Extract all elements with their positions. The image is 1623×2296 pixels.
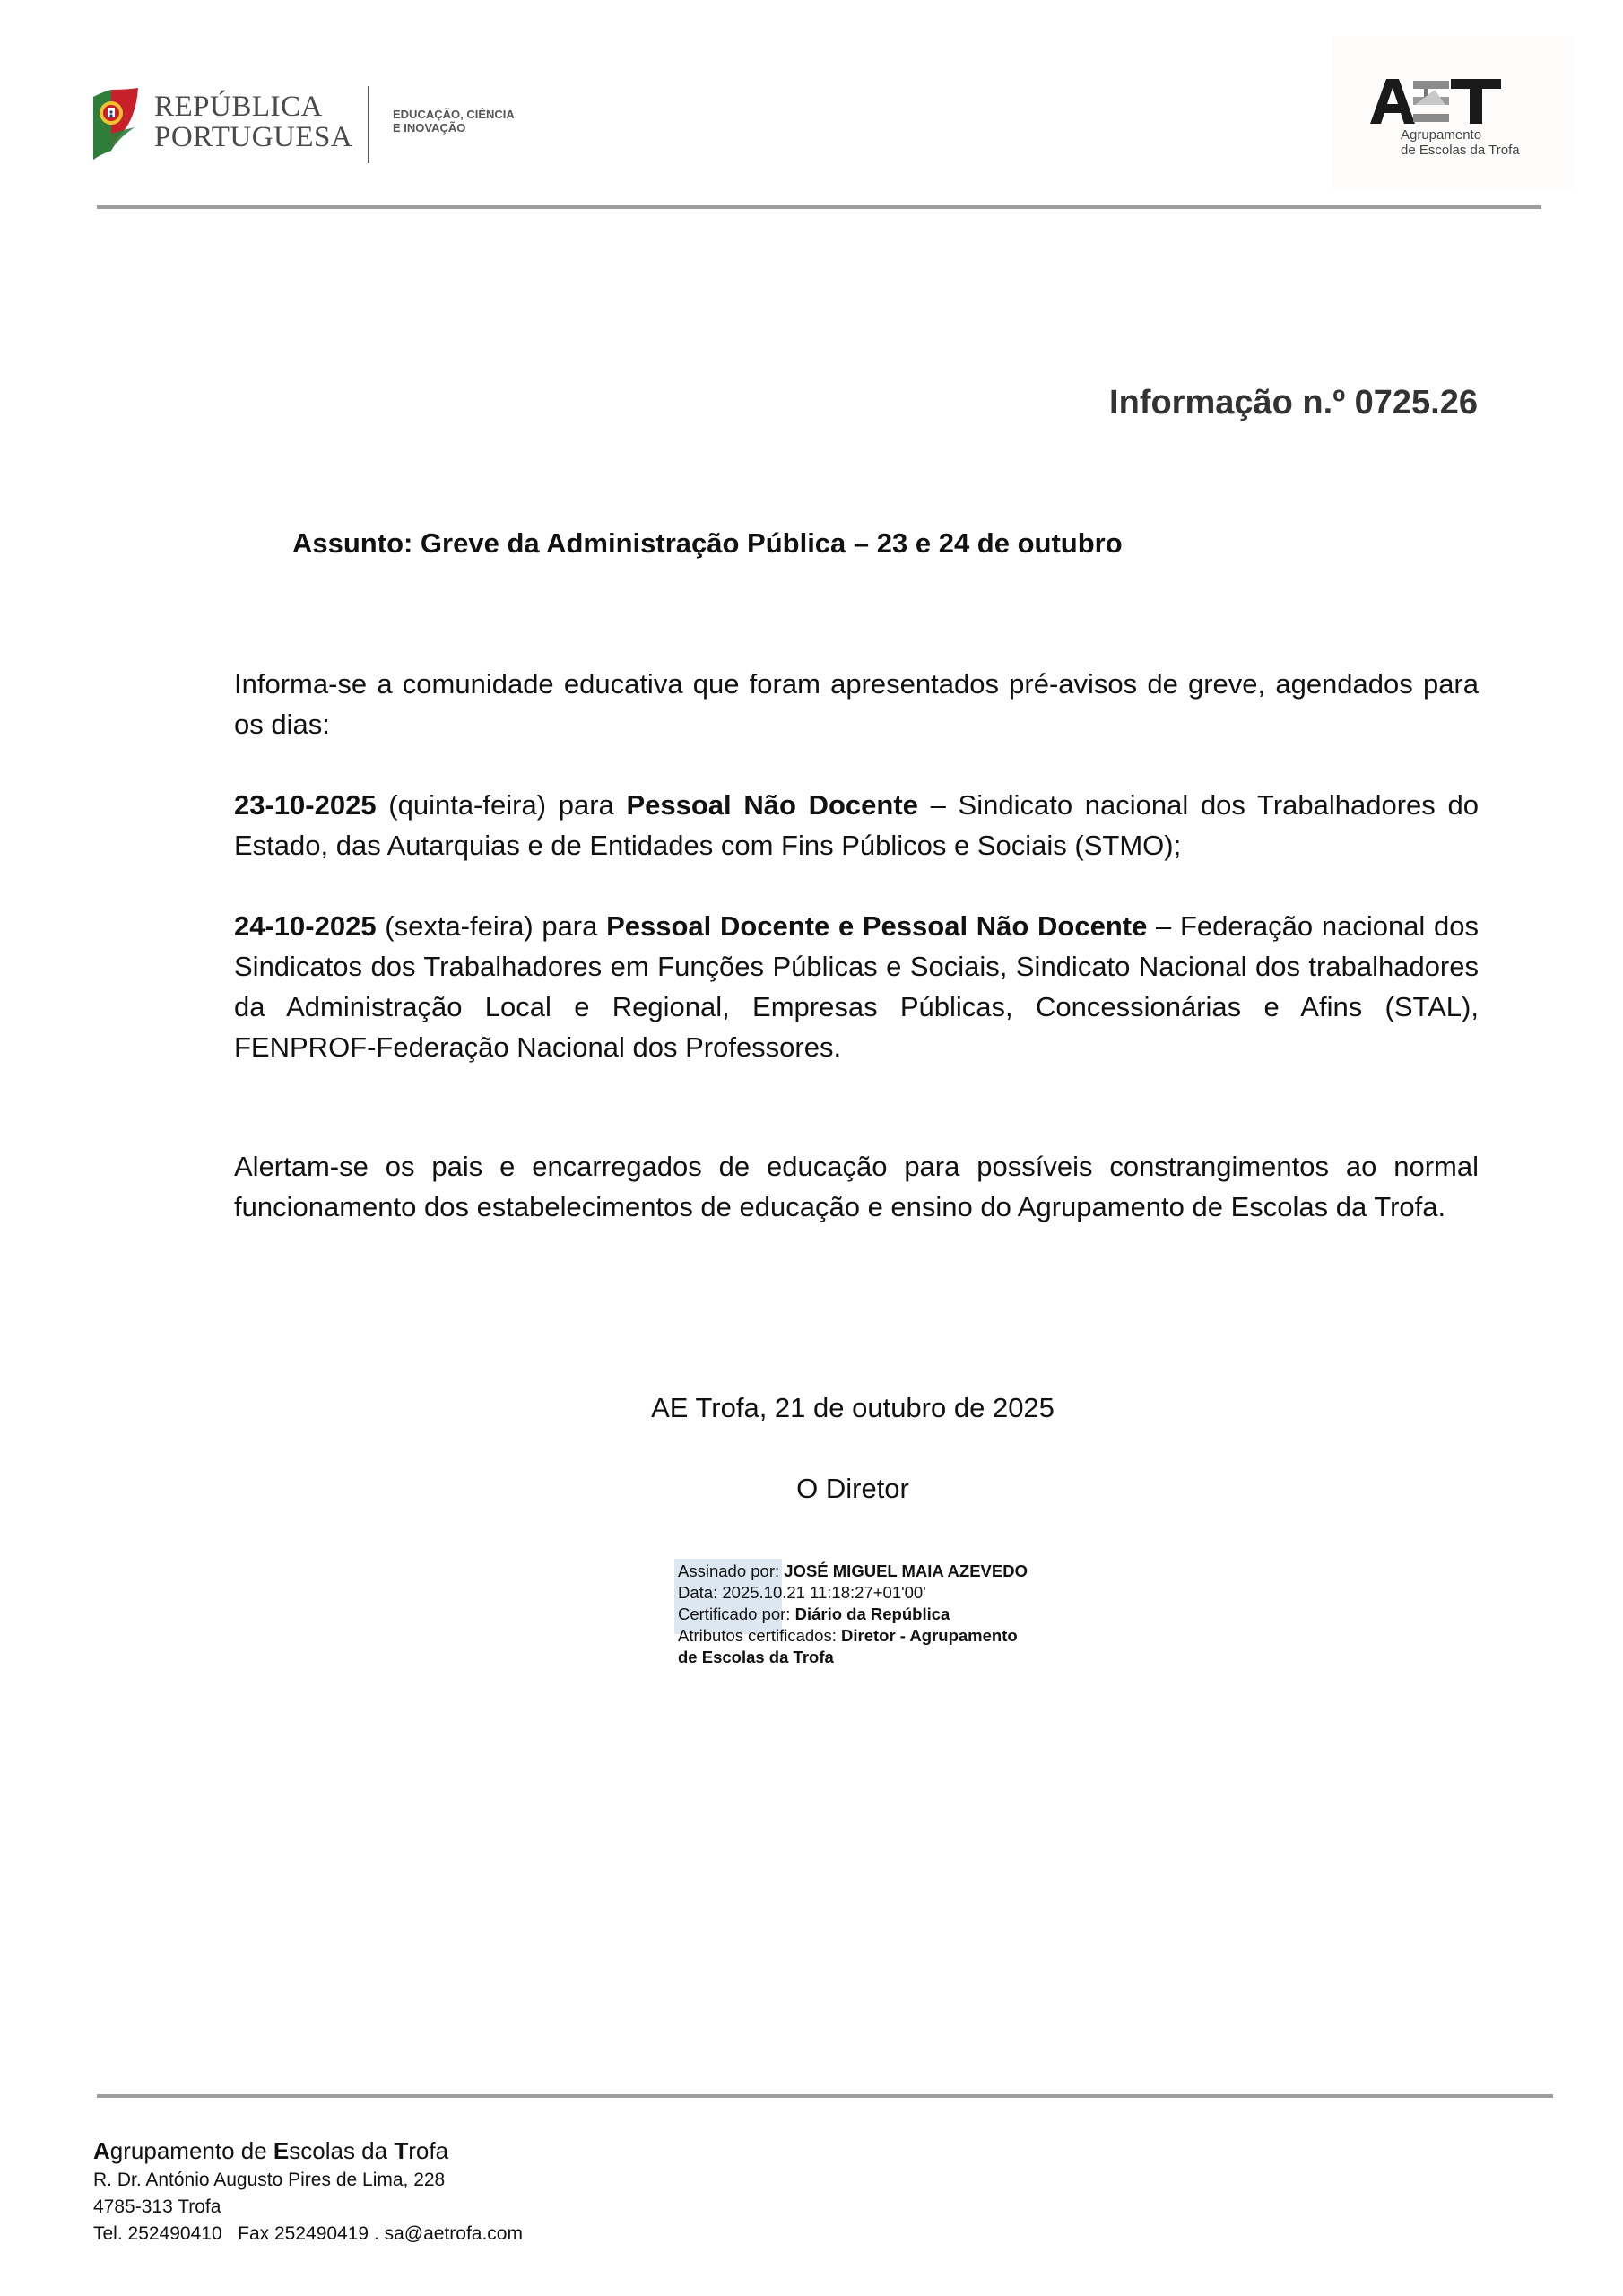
document-title: Informação n.º 0725.26: [1109, 384, 1478, 422]
republic-name-line2: PORTUGUESA: [154, 121, 353, 153]
school-logo-sub-line1: Agrupamento: [1401, 127, 1482, 143]
attributes-label: Atributos certificados:: [678, 1626, 841, 1645]
republica-portuguesa-emblem-icon: [88, 88, 142, 161]
ministry-line2: E INOVAÇÃO: [393, 121, 466, 135]
org-part3: rofa: [408, 2137, 449, 2164]
certified-by-label: Certificado por:: [678, 1605, 795, 1623]
digital-signature: [678, 1561, 1028, 1668]
signature-date-value: 2025.10.21 11:18:27+01'00': [722, 1583, 926, 1602]
footer-organization: [93, 2135, 523, 2167]
footer-contacts: Tel. 252490410 Fax 252490419 . sa@aetrofa.com: [93, 2223, 523, 2244]
ministry-name: [393, 108, 515, 135]
ministry-line1: EDUCAÇÃO, CIÊNCIA: [393, 108, 515, 121]
strike-details: – Sindicato nacional dos Trabalhadores do Estado, das Autarquias e de Entidades com Fins Públicos e Sociais (STMO);: [234, 789, 1479, 861]
school-logo-sub-line2: de Escolas da Trofa: [1401, 143, 1520, 158]
footer-address: R. Dr. António Augusto Pires de Lima, 228: [93, 2170, 446, 2190]
footer: [93, 2135, 523, 2248]
attributes-value-line2: de Escolas da Trofa: [678, 1648, 834, 1666]
strike-staff: Pessoal Não Docente: [626, 789, 918, 821]
strike-item: [234, 785, 1479, 865]
strike-date: 24-10-2025: [234, 910, 377, 942]
signed-by-value: JOSÉ MIGUEL MAIA AZEVEDO: [784, 1561, 1028, 1580]
place-date: AE Trofa, 21 de outubro de 2025: [651, 1392, 1055, 1423]
aet-school-logo-icon: [1370, 79, 1505, 124]
republica-portuguesa-name: [154, 91, 352, 152]
org-initial-t: T: [394, 2137, 409, 2164]
alert-paragraph: Alertam-se os pais e encarregados de educação para possíveis constrangimentos ao normal funcionamento dos estabelecimentos de educação e ensino do Agrupamento de Escolas da Trofa.: [234, 1151, 1479, 1222]
header-divider: [368, 86, 369, 163]
strike-staff: Pessoal Docente e Pessoal Não Docente: [606, 910, 1148, 942]
document-subject: Assunto: Greve da Administração Pública – 23 e 24 de outubro: [292, 527, 1123, 559]
intro-paragraph: Informa-se a comunidade educativa que foram apresentados pré-avisos de greve, agendados para os dias:: [234, 668, 1479, 740]
footer-rule: [97, 2094, 1553, 2098]
org-part1: grupamento de: [109, 2137, 273, 2164]
strike-details: – Federação nacional dos Sindicatos dos Trabalhadores em Funções Públicas e Sociais, Sindicato Nacional dos trabalhadores da Administração Local e Regional, Empresas Públicas, Concessionárias e Afins (STAL), FENPROF-Federação Nacional dos Professores.: [234, 910, 1479, 1063]
org-initial-a: A: [93, 2137, 110, 2164]
certified-by-value: Diário da República: [794, 1605, 950, 1623]
school-logo-subtitle: [1401, 127, 1520, 158]
org-initial-e: E: [273, 2137, 290, 2164]
republic-name-line1: REPÚBLICA: [154, 91, 323, 123]
strike-date: 23-10-2025: [234, 789, 377, 821]
org-part2: scolas da: [289, 2137, 395, 2164]
strike-weekday: (quinta-feira) para: [376, 789, 627, 821]
signed-by-label: Assinado por:: [678, 1561, 785, 1580]
signature-date-label: Data:: [678, 1583, 723, 1602]
strike-weekday: (sexta-feira) para: [376, 910, 607, 942]
footer-postal: 4785-313 Trofa: [93, 2196, 221, 2217]
strike-item: [234, 906, 1479, 1067]
attributes-value-line1: Diretor - Agrupamento: [841, 1626, 1018, 1645]
header-rule: [97, 205, 1541, 209]
signer-role: O Diretor: [796, 1473, 909, 1504]
